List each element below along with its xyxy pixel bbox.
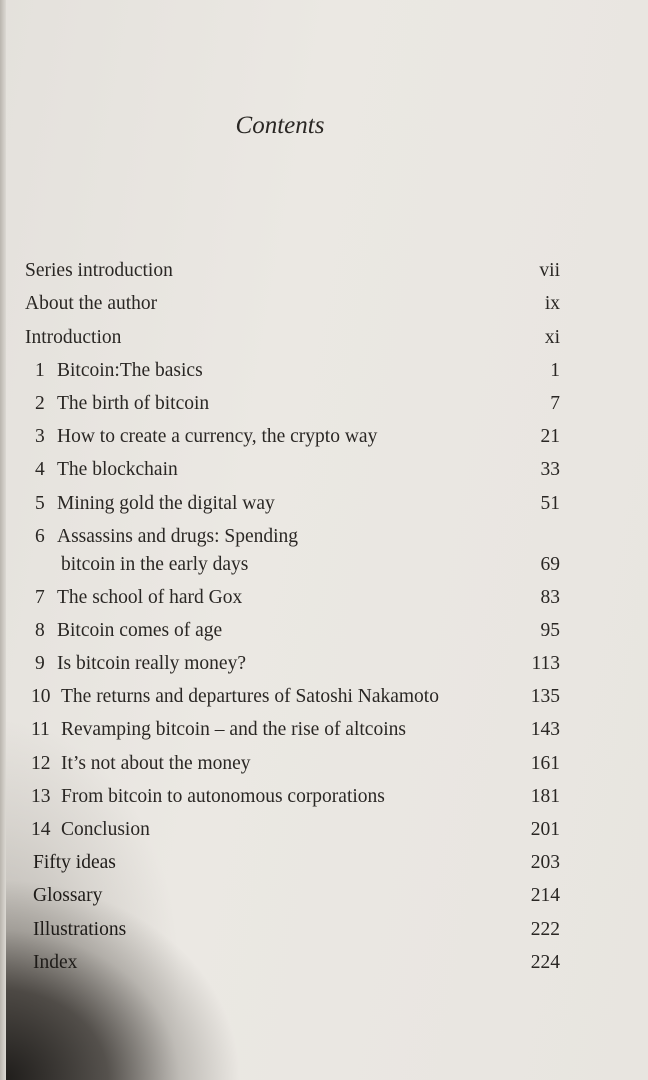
page-title: Contents	[235, 112, 325, 139]
entry-label	[25, 683, 439, 711]
chapter-title: Bitcoin comes of age	[57, 619, 223, 641]
chapter-title: Mining gold the digital way	[57, 492, 275, 514]
chapter-number: 5	[35, 492, 45, 514]
page-edge	[0, 0, 6, 1080]
entry-page: 224	[530, 951, 560, 973]
chapter-number: 9	[35, 653, 45, 675]
entry-label	[25, 783, 385, 811]
entry-page: 69	[540, 553, 560, 575]
chapter-title: The blockchain	[57, 459, 178, 481]
entry-page: 1	[550, 359, 560, 381]
toc-chapter	[25, 352, 560, 385]
chapter-number: 7	[35, 586, 45, 608]
entry-label	[25, 390, 209, 418]
entry-label	[25, 816, 150, 844]
entry-page: vii	[539, 260, 560, 282]
chapter-number: 1	[35, 359, 45, 381]
entry-page: 95	[540, 619, 560, 641]
entry-page: 7	[550, 392, 560, 414]
toc-entry	[25, 910, 560, 943]
chapter-number: 4	[35, 459, 45, 481]
toc-entry	[25, 252, 560, 285]
chapter-title: How to create a currency, the crypto way	[57, 426, 378, 448]
chapter-title-continued: bitcoin in the early days	[61, 553, 249, 575]
entry-page: 203	[530, 852, 560, 874]
entry-page: 143	[530, 719, 560, 741]
chapter-title: Assassins and drugs: Spending	[57, 525, 299, 547]
entry-page: 181	[530, 785, 560, 807]
entry-label: Introduction	[25, 326, 122, 348]
toc-chapter	[25, 451, 560, 484]
entry-page: 135	[530, 686, 560, 708]
entry-label	[25, 617, 222, 645]
chapter-title: Bitcoin:The basics	[57, 359, 203, 381]
entry-label: About the author	[25, 293, 158, 315]
entry-page: 51	[540, 492, 560, 514]
chapter-title: The birth of bitcoin	[57, 392, 210, 414]
entry-label	[25, 523, 298, 579]
entry-label: Series introduction	[25, 260, 173, 282]
table-of-contents	[25, 252, 560, 977]
chapter-number: 10	[31, 686, 51, 708]
entry-label	[25, 750, 251, 778]
toc-chapter	[25, 484, 560, 517]
toc-chapter	[25, 518, 560, 579]
toc-chapter	[25, 612, 560, 645]
chapter-title: Revamping bitcoin – and the rise of altcoins	[61, 719, 406, 741]
entry-page: 214	[530, 885, 560, 907]
entry-page: ix	[544, 293, 560, 315]
entry-page: 33	[540, 459, 560, 481]
toc-chapter	[25, 645, 560, 678]
toc-entry	[25, 285, 560, 318]
chapter-title: Conclusion	[61, 819, 150, 840]
chapter-title: It’s not about the money	[61, 752, 251, 774]
toc-entry	[25, 944, 560, 977]
entry-label	[25, 357, 203, 385]
toc-chapter	[25, 418, 560, 451]
chapter-number: 11	[31, 719, 50, 741]
toc-entry	[25, 877, 560, 910]
chapter-number: 8	[35, 619, 45, 641]
chapter-number: 2	[35, 392, 45, 414]
toc-chapter	[25, 385, 560, 418]
chapter-number: 3	[35, 426, 45, 448]
toc-chapter	[25, 711, 560, 744]
toc-chapter	[25, 778, 560, 811]
toc-chapter	[25, 678, 560, 711]
entry-label: Illustrations	[33, 918, 127, 940]
chapter-title: The school of hard Gox	[57, 586, 243, 608]
toc-chapter	[25, 579, 560, 612]
entry-page: 83	[540, 586, 560, 608]
entry-page: xi	[544, 326, 560, 348]
toc-chapter	[25, 744, 560, 777]
entry-label	[25, 423, 377, 451]
toc-chapter	[25, 811, 560, 844]
entry-label	[25, 584, 242, 612]
entry-page: 161	[530, 752, 560, 774]
entry-label	[25, 716, 406, 744]
chapter-title: From bitcoin to autonomous corporations	[61, 785, 385, 807]
chapter-number: 12	[31, 752, 51, 774]
chapter-title: Is bitcoin really money?	[57, 653, 246, 675]
toc-entry	[25, 844, 560, 877]
toc-entry	[25, 318, 560, 351]
entry-label	[25, 650, 246, 678]
chapter-title: The returns and departures of Satoshi Nakamoto	[61, 686, 439, 708]
entry-page: 201	[530, 819, 560, 840]
chapter-number: 14	[31, 819, 51, 840]
entry-page: 21	[540, 426, 560, 448]
entry-label: Glossary	[33, 885, 103, 907]
entry-label: Fifty ideas	[33, 852, 116, 874]
entry-label	[25, 456, 178, 484]
entry-page: 222	[530, 918, 560, 940]
entry-page: 113	[531, 653, 560, 675]
entry-label	[25, 490, 275, 518]
entry-label: Index	[33, 951, 78, 973]
chapter-number: 6	[35, 525, 45, 547]
chapter-number: 13	[31, 785, 51, 807]
